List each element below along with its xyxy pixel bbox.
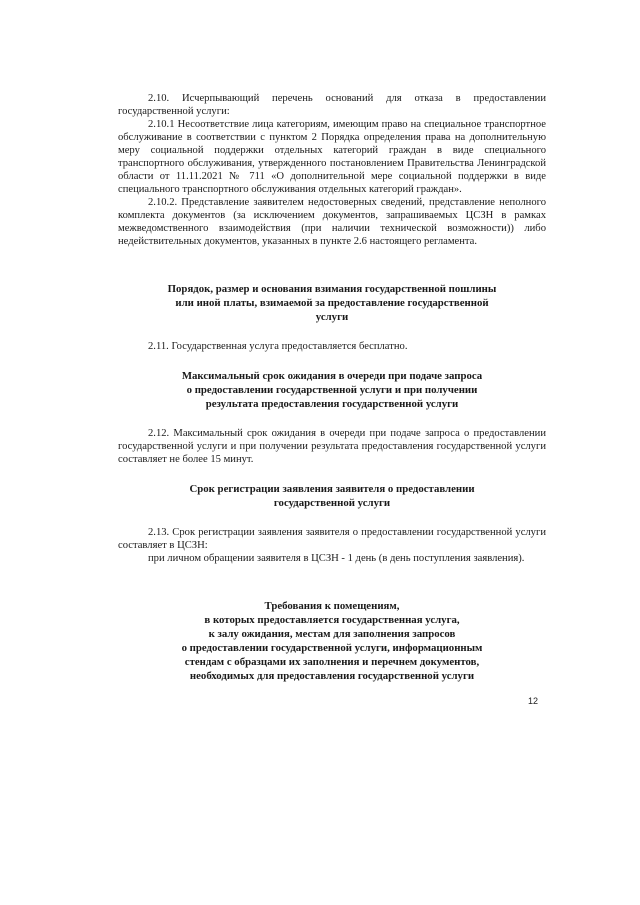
paragraph-2-13: 2.13. Срок регистрации заявления заявителя о предоставлении государственной услуги составляет в ЦСЗН: xyxy=(118,527,546,551)
heading-wait-line: Максимальный срок ожидания в очереди при подаче запроса xyxy=(181,370,483,382)
heading-requirements-line: о предоставлении государственной услуги, информационным xyxy=(181,642,483,654)
heading-wait-line: о предоставлении государственной услуги и при получении xyxy=(186,384,478,396)
heading-requirements xyxy=(118,599,546,683)
paragraph-2-12: 2.12. Максимальный срок ожидания в очереди при подаче запроса о предоставлении государственной услуги и при получении результата предоставления государственной услуги составляет не более 15 минут. xyxy=(118,428,546,465)
heading-fee-line: Порядок, размер и основания взимания государственной пошлины xyxy=(167,283,497,295)
paragraph-2-11: 2.11. Государственная услуга предоставляется бесплатно. xyxy=(148,341,408,352)
heading-fee-line: услуги xyxy=(315,311,349,323)
heading-registration xyxy=(118,482,546,510)
paragraph-2-10-2: 2.10.2. Представление заявителем недостоверных сведений, представление неполного комплекта документов (за исключением документов, запрашиваемых ЦСЗН в рамках межведомственного взаимодействия (при наличии технической возможности)) либо недействительных документов, указанных в пункте 2.6 настоящего регламента. xyxy=(118,197,546,247)
paragraph-2-10-1: 2.10.1 Несоответствие лица категориям, имеющим право на специальное транспортное обслуживание в соответствии с пунктом 2 Порядка определения права на дополнительную меру социальной поддержки отдельных категорий граждан в виде специального транспортного обслуживания, утвержденного постановлением Правительства Ленинградской области от 11.11.2021 № 711 «О дополнительной мере социальной поддержки в виде специального транспортного обслуживания отдельных категорий граждан». xyxy=(118,119,546,195)
heading-requirements-line: в которых предоставляется государственная услуга, xyxy=(204,614,460,626)
heading-requirements-line: к залу ожидания, местам для заполнения запросов xyxy=(208,628,456,640)
paragraph-2-10: 2.10. Исчерпывающий перечень оснований для отказа в предоставлении государственной услуги: xyxy=(118,93,546,117)
page-content xyxy=(118,92,546,683)
heading-wait-line: результата предоставления государственной услуги xyxy=(205,398,459,410)
page-number: 12 xyxy=(528,696,539,706)
paragraph-2-13-personal: при личном обращении заявителя в ЦСЗН - 1 день (в день поступления заявления). xyxy=(148,553,525,564)
heading-registration-line: Срок регистрации заявления заявителя о предоставлении xyxy=(189,483,475,495)
heading-requirements-line: необходимых для предоставления государственной услуги xyxy=(189,670,475,682)
heading-requirements-line: стендам с образцами их заполнения и перечнем документов, xyxy=(184,656,480,668)
heading-registration-line: государственной услуги xyxy=(273,497,391,509)
heading-fee-line: или иной платы, взимаемой за предоставление государственной xyxy=(175,297,489,309)
heading-wait xyxy=(118,369,546,411)
heading-requirements-line: Требования к помещениям, xyxy=(264,600,400,612)
heading-fee xyxy=(118,282,546,324)
